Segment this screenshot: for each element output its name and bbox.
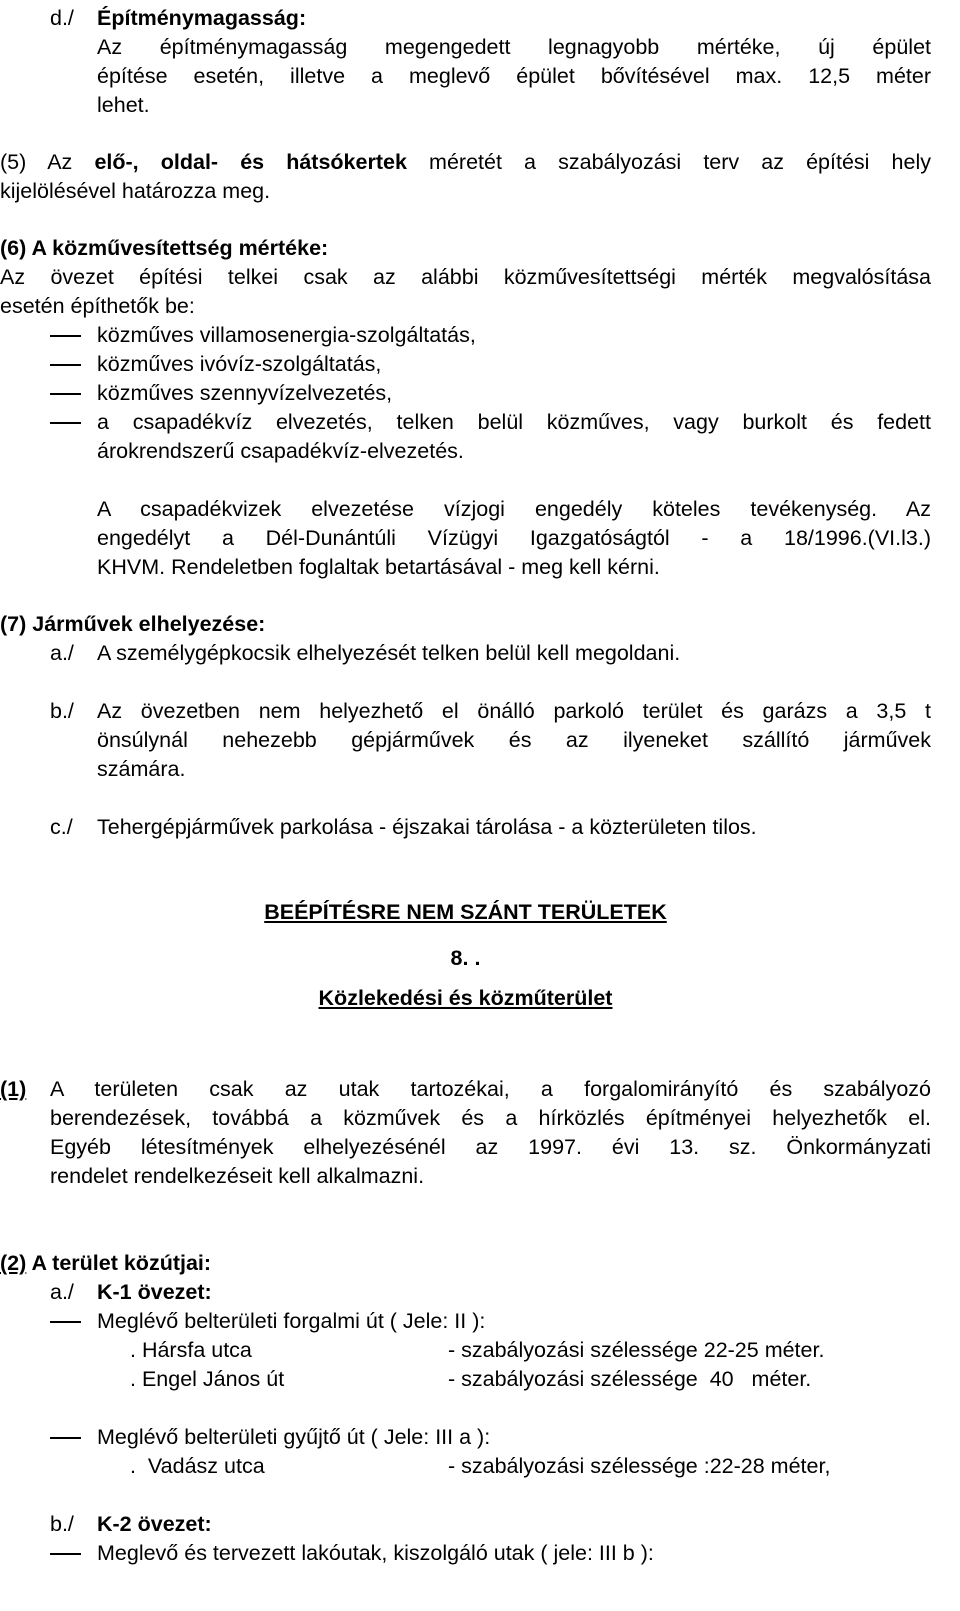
paragraph-line: számára. (97, 757, 186, 781)
paragraph-number: (1) (0, 1077, 27, 1101)
paragraph-line: építése esetén, illetve a meglevő épület bővítésével max. 12,5 méter (97, 64, 931, 88)
paragraph-number: (6) (0, 236, 27, 260)
list-item-continuation: árokrendszerű csapadékvíz-elvezetés. (97, 439, 464, 463)
section-number: 8. . (450, 946, 481, 970)
section-subtitle: Közlekedési és közműterület (318, 986, 613, 1010)
street-width: - szabályozási szélessége 22-25 méter. (448, 1338, 825, 1362)
paragraph-line: esetén építhetők be: (0, 294, 195, 318)
paragraph-line: Az építménymagasság megengedett legnagyobb mértéke, új épület (97, 35, 931, 59)
bold-term: elő-, oldal- és hátsókertek (94, 150, 407, 174)
list-item: közműves szennyvízelvezetés, (97, 381, 393, 405)
dash-bullet (50, 364, 81, 366)
paragraph-line: lehet. (97, 93, 150, 117)
paragraph-number: (5) (0, 150, 27, 174)
list-item: közműves villamosenergia-szolgáltatás, (97, 323, 476, 347)
paragraph-line: Az övezetben nem helyezhető el önálló parkoló terület és garázs a 3,5 t (97, 699, 931, 723)
list-item: közműves ivóvíz-szolgáltatás, (97, 352, 382, 376)
dash-bullet (50, 1321, 81, 1323)
paragraph-line: rendelet rendelkezéseit kell alkalmazni. (50, 1164, 425, 1188)
heading-building-height: Építménymagasság: (97, 6, 307, 30)
paragraph-line: Tehergépjárművek parkolása - éjszakai tárolása - a közterületen tilos. (97, 815, 757, 839)
paragraph-line: önsúlynál nehezebb gépjárművek és az ilyeneket szállító járművek (97, 728, 931, 752)
road-category: Meglévő belterületi gyűjtő út ( Jele: III a ): (97, 1425, 491, 1449)
paragraph-line: Egyéb létesítmények elhelyezésénél az 1997. évi 13. sz. Önkormányzati (50, 1135, 931, 1159)
paragraph-line: engedélyt a Dél-Dunántúli Vízügyi Igazgatóságtól - a 18/1996.(VI.l3.) (97, 526, 931, 550)
zone-title-k2: K-2 övezet: (97, 1512, 212, 1536)
street-width: - szabályozási szélessége 40 méter. (448, 1367, 812, 1391)
item-label-b: b./ (50, 1512, 74, 1536)
item-label-a: a./ (50, 641, 74, 665)
paragraph-line: A csapadékvizek elvezetése vízjogi engedély köteles tevékenység. Az (97, 497, 931, 521)
dash-bullet (50, 422, 81, 424)
zone-title-k1: K-1 övezet: (97, 1280, 212, 1304)
street-name: . Vadász utca (130, 1454, 265, 1478)
paragraph-5-line1 (0, 148, 931, 177)
item-label-b: b./ (50, 699, 74, 723)
paragraph-text: méretét a szabályozási terv az építési hely (406, 150, 931, 174)
paragraph-2-heading (0, 1249, 211, 1278)
paragraph-text: Az (47, 150, 95, 174)
section-title: BEÉPÍTÉSRE NEM SZÁNT TERÜLETEK (264, 900, 667, 924)
paragraph-line: A területen csak az utak tartozékai, a forgalomirányító és szabályozó (50, 1077, 931, 1101)
paragraph-line: berendezések, továbbá a közművek és a hírközlés építményei helyezhetők el. (50, 1106, 931, 1130)
road-category: Meglevő és tervezett lakóutak, kiszolgáló utak ( jele: III b ): (97, 1541, 654, 1565)
heading-roads: A terület közútjai: (31, 1251, 212, 1275)
paragraph-7-heading (0, 610, 265, 639)
paragraph-line: KHVM. Rendeletben foglaltak betartásával - meg kell kérni. (97, 555, 660, 579)
list-item: a csapadékvíz elvezetés, telken belül közműves, vagy burkolt és fedett (97, 410, 931, 434)
dash-bullet (50, 393, 81, 395)
street-name: . Engel János út (130, 1367, 285, 1391)
dash-bullet (50, 1553, 81, 1555)
item-label-d: d./ (50, 6, 74, 30)
dash-bullet (50, 335, 81, 337)
street-width: - szabályozási szélessége :22-28 méter, (448, 1454, 831, 1478)
paragraph-number: (7) (0, 612, 27, 636)
paragraph-6-heading (0, 234, 328, 263)
paragraph-number: (2) (0, 1251, 27, 1275)
item-label-c: c./ (50, 815, 73, 839)
street-name: . Hársfa utca (130, 1338, 252, 1362)
road-category: Meglévő belterületi forgalmi út ( Jele: II ): (97, 1309, 486, 1333)
heading-utilities: A közművesítettség mértéke: (31, 236, 329, 260)
paragraph-line: A személygépkocsik elhelyezését telken belül kell megoldani. (97, 641, 681, 665)
dash-bullet (50, 1437, 81, 1439)
heading-vehicles: Járművek elhelyezése: (32, 612, 266, 636)
paragraph-line: kijelölésével határozza meg. (0, 179, 271, 203)
paragraph-line: Az övezet építési telkei csak az alábbi közművesítettségi mérték megvalósítása (0, 265, 931, 289)
item-label-a: a./ (50, 1280, 74, 1304)
